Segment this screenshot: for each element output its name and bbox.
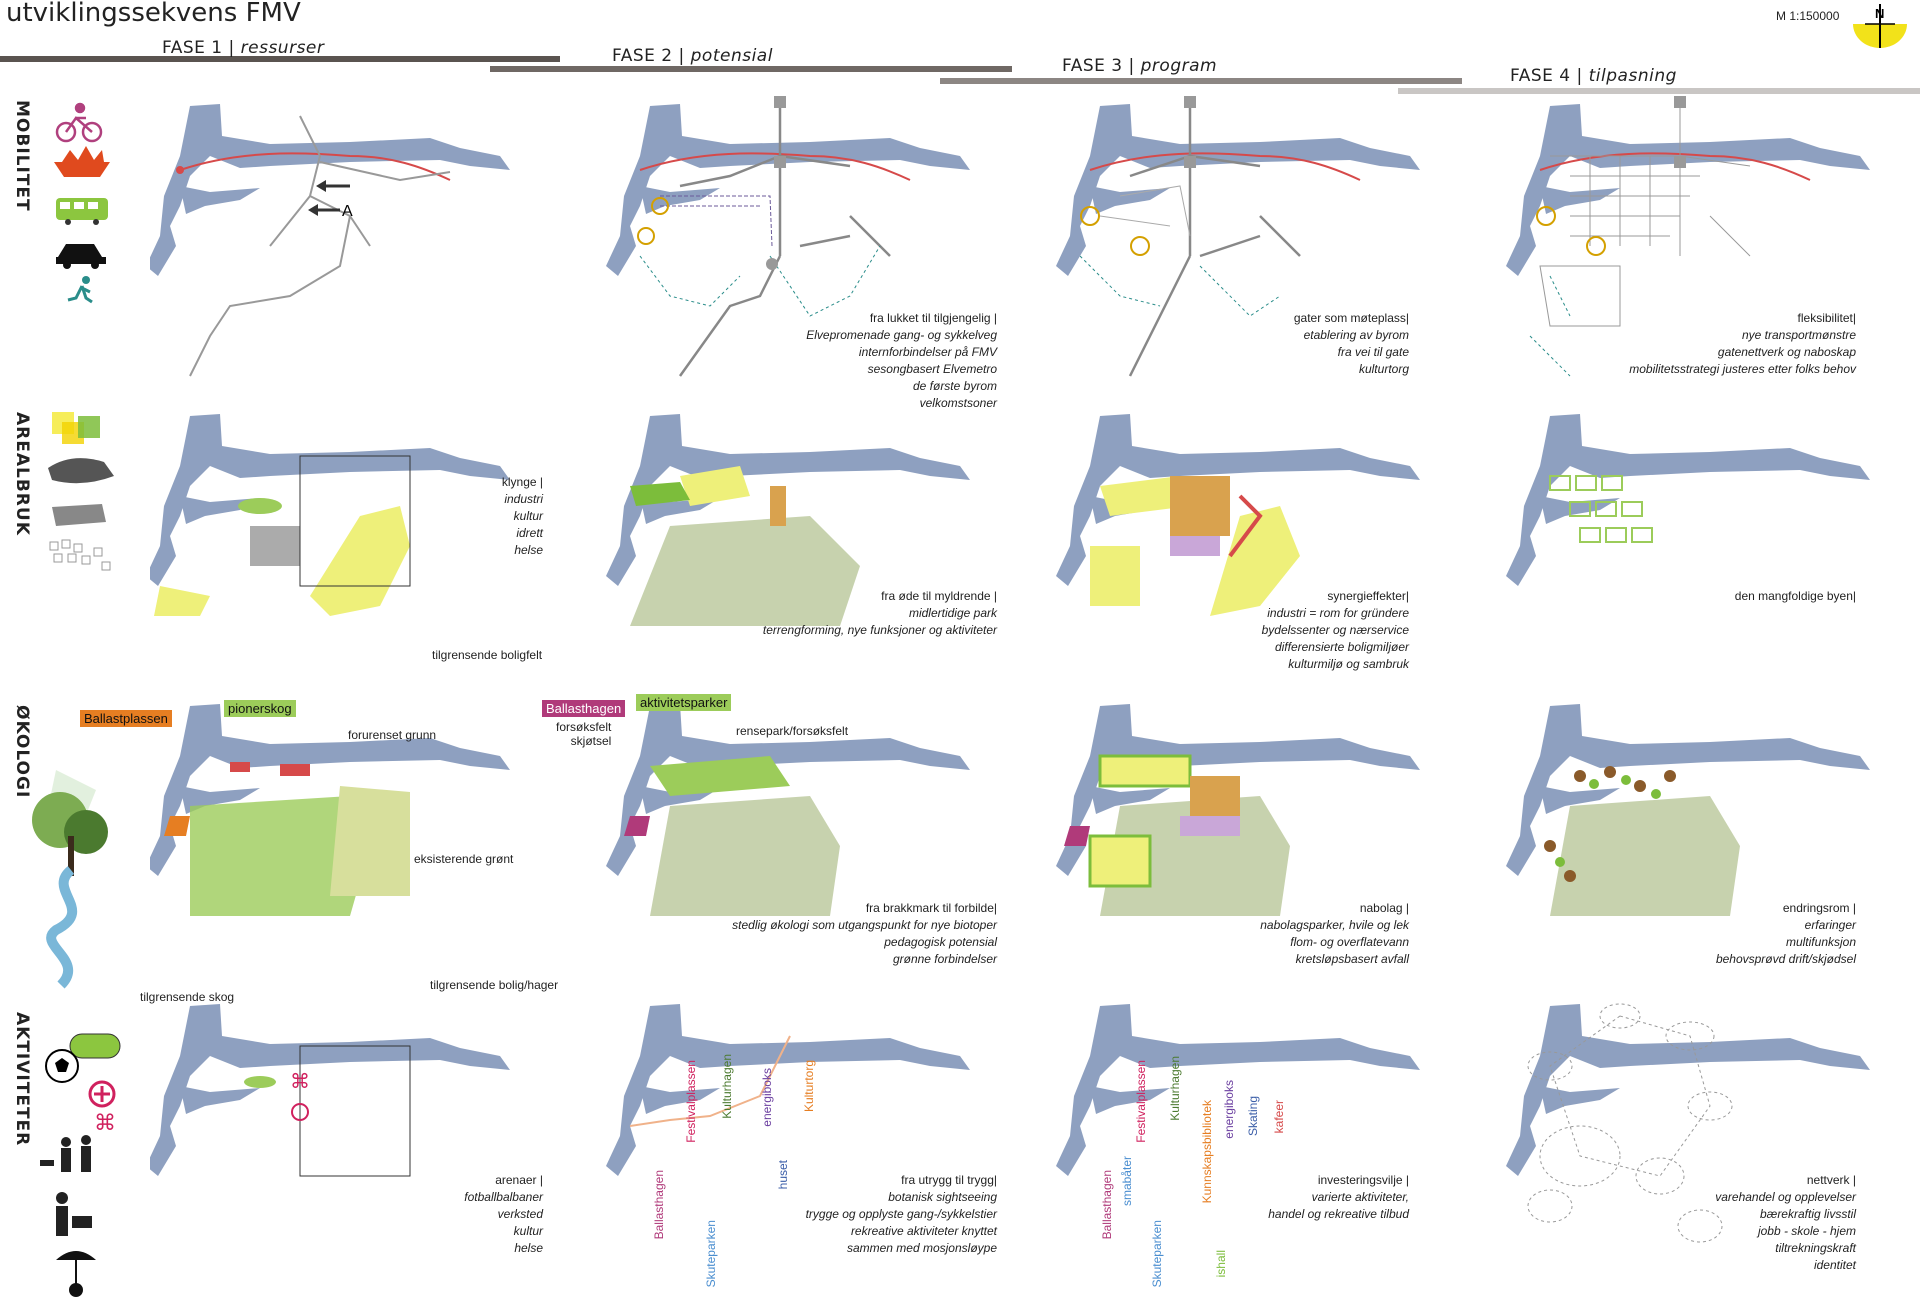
- place-label: Kunnskapsbibliotek: [1200, 1100, 1214, 1204]
- caption-okologi-f2: fra brakkmark til forbilde| stedlig økologi som utgangspunkt for nye biotoper pedagogisk potensial grønne forbindelser: [732, 901, 997, 966]
- caption-arealbruk-f2: fra øde til myldrende | midlertidige park terrengforming, nye funksjoner og aktiviteter: [762, 589, 997, 637]
- map-arealbruk-f1: [150, 414, 510, 616]
- place-label: Ballasthagen: [652, 1170, 666, 1240]
- svg-text:⌘: ⌘: [290, 1069, 310, 1093]
- caption-arealbruk-f1: klynge | industri kultur idrett helse: [501, 475, 543, 557]
- place-label: huset: [776, 1160, 790, 1190]
- phase-4-label: FASE 4 | tilpasning: [1510, 66, 1677, 86]
- map-arealbruk-f4: [1506, 414, 1870, 586]
- family-stroller-icon: [56, 1192, 92, 1236]
- label-rensepark: rensepark/forsøksfelt: [736, 724, 849, 738]
- caption-mobility-f3: gater som møteplass| etablering av byrom fra vei til gate kulturtorg: [1293, 311, 1409, 376]
- bus-icon: [56, 198, 108, 225]
- caption-mobility-f2: fra lukket til tilgjengelig | Elvepromenade gang- og sykkelveg internforbindelser på FMV sesongbasert Elvemetro de første byrom velkomstsoner: [806, 311, 997, 410]
- caption-aktiviteter-f1: arenaer | fotballbalbaner verksted kultur helse: [464, 1173, 543, 1255]
- label-tilgrensende-bolig-hager: tilgrensende bolig/hager: [430, 978, 559, 992]
- phase-bar-4: [1398, 88, 1920, 94]
- place-label: kafeer: [1272, 1100, 1286, 1134]
- place-label: energiboks: [1222, 1080, 1236, 1139]
- map-grid: [150, 96, 1920, 1296]
- map-arealbruk-f3: [1056, 414, 1420, 616]
- phase-bar-2: [490, 66, 1012, 72]
- map-okologi-f3: [1056, 704, 1420, 916]
- map-aktiviteter-f1: [150, 1004, 510, 1176]
- phase-3-label: FASE 3 | program: [1062, 56, 1218, 76]
- phase-2-label: FASE 2 | potensial: [612, 46, 773, 66]
- north-arrow-icon: [1845, 2, 1915, 50]
- label-forurenset-grunn: forurenset grunn: [348, 728, 437, 742]
- marker-a: A: [342, 203, 353, 220]
- caption-arealbruk-f3: synergieffekter| industri = rom for gründere bydelssenter og nærservice differensierte boligmiljøer kulturmiljø og sambruk: [1261, 589, 1409, 671]
- north-letter: N: [1875, 6, 1885, 21]
- place-label: Kulturhagen: [1168, 1056, 1182, 1121]
- tag-ballastplassen: Ballastplassen: [80, 710, 172, 727]
- caption-aktiviteter-f3: investeringsvilje | varierte aktiviteter, handel og rekreative tilbud: [1268, 1173, 1409, 1221]
- row-label-arealbruk: AREALBRUK: [12, 412, 32, 536]
- car-icon: [56, 244, 106, 269]
- runner-icon: [68, 276, 92, 302]
- scale-label: M 1:150000: [1776, 9, 1840, 23]
- buildings-icon: [52, 504, 106, 526]
- map-okologi-f4: [1506, 704, 1870, 916]
- place-label: smabåter: [1120, 1156, 1134, 1207]
- label-eksisterende-gront: eksisterende grønt: [414, 852, 514, 866]
- people-dog-icon: [40, 1135, 91, 1172]
- row-label-aktiviteter: AKTIVITETER: [12, 1012, 32, 1147]
- map-mobility-f1: [150, 104, 510, 376]
- places-f2: [652, 1054, 884, 1288]
- mobility-icons: [52, 102, 112, 312]
- label-tilgrensende-skog: tilgrensende skog: [140, 990, 235, 1004]
- row-label-okologi: ØKOLOGI: [12, 705, 32, 799]
- bicycle-icon: [57, 104, 101, 141]
- ecology-tree-icon: [16, 760, 126, 990]
- place-label: Skuteparken: [704, 1220, 718, 1288]
- tag-pionerskog: pionerskog: [224, 700, 296, 717]
- place-label: Festivalplassen: [684, 1060, 698, 1143]
- bbq-umbrella-icon: [56, 1251, 96, 1297]
- caption-aktiviteter-f2: fra utrygg til trygg| botanisk sightseeing trygge og opplyste gang-/sykkelstier rekreative aktiviteter knyttet sammen med mosjonsløype: [805, 1173, 997, 1255]
- place-label: ishall: [1214, 1250, 1228, 1278]
- place-label: Ballasthagen: [1100, 1170, 1114, 1240]
- phase-1-label: FASE 1 | ressurser: [162, 38, 325, 58]
- grid-icon: [50, 540, 110, 570]
- place-label: Skating: [1246, 1096, 1260, 1137]
- row-label-mobilitet: MOBILITET: [12, 100, 32, 212]
- caption-okologi-f3: nabolag | nabolagsparker, hvile og lek flom- og overflatevann kretsløpsbasert avfall: [1260, 901, 1409, 966]
- label-tilgrensende-boligfelt: tilgrensende boligfelt: [432, 648, 543, 662]
- caption-aktiviteter-f4: nettverk | varehandel og opplevelser bærekraftig livsstil jobb - skole - hjem tiltrekningskraft identitet: [1715, 1173, 1856, 1272]
- tag-ballasthagen: Ballasthagen: [542, 700, 625, 717]
- phase-bar-3: [940, 78, 1462, 84]
- activity-icons: [36, 1030, 126, 1300]
- place-label: energiboks: [760, 1068, 774, 1127]
- tag-aktivitetsparker: aktivitetsparker: [636, 694, 731, 711]
- map-okologi-f1: [150, 704, 510, 916]
- boat-icon: [54, 146, 110, 177]
- caption-mobility-f4: fleksibilitet| nye transportmønstre gatenettverk og naboskap mobilitetsstrategi justeres etter folks behov: [1629, 311, 1856, 376]
- place-label: Skuteparken: [1150, 1220, 1164, 1288]
- caption-arealbruk-f4: den mangfoldige byen|: [1734, 589, 1856, 603]
- terrain-icon: [48, 458, 114, 483]
- place-label: Kulturtorg: [802, 1060, 816, 1113]
- track-icon: [70, 1034, 120, 1058]
- place-label: Festivalplassen: [1134, 1060, 1148, 1143]
- page-title: utviklingssekvens FMV: [6, 0, 301, 28]
- culture-icon: ⌘: [94, 1111, 116, 1136]
- place-label: Kulturhagen: [720, 1054, 734, 1119]
- places-f3: [1100, 1056, 1354, 1290]
- caption-okologi-f4: endringsrom | erfaringer multifunksjon behovsprøvd drift/skjødsel: [1715, 901, 1856, 966]
- label-ballasthagen-sub: forsøksfelt skjøtsel: [556, 720, 612, 748]
- arealbruk-icons: [42, 412, 132, 602]
